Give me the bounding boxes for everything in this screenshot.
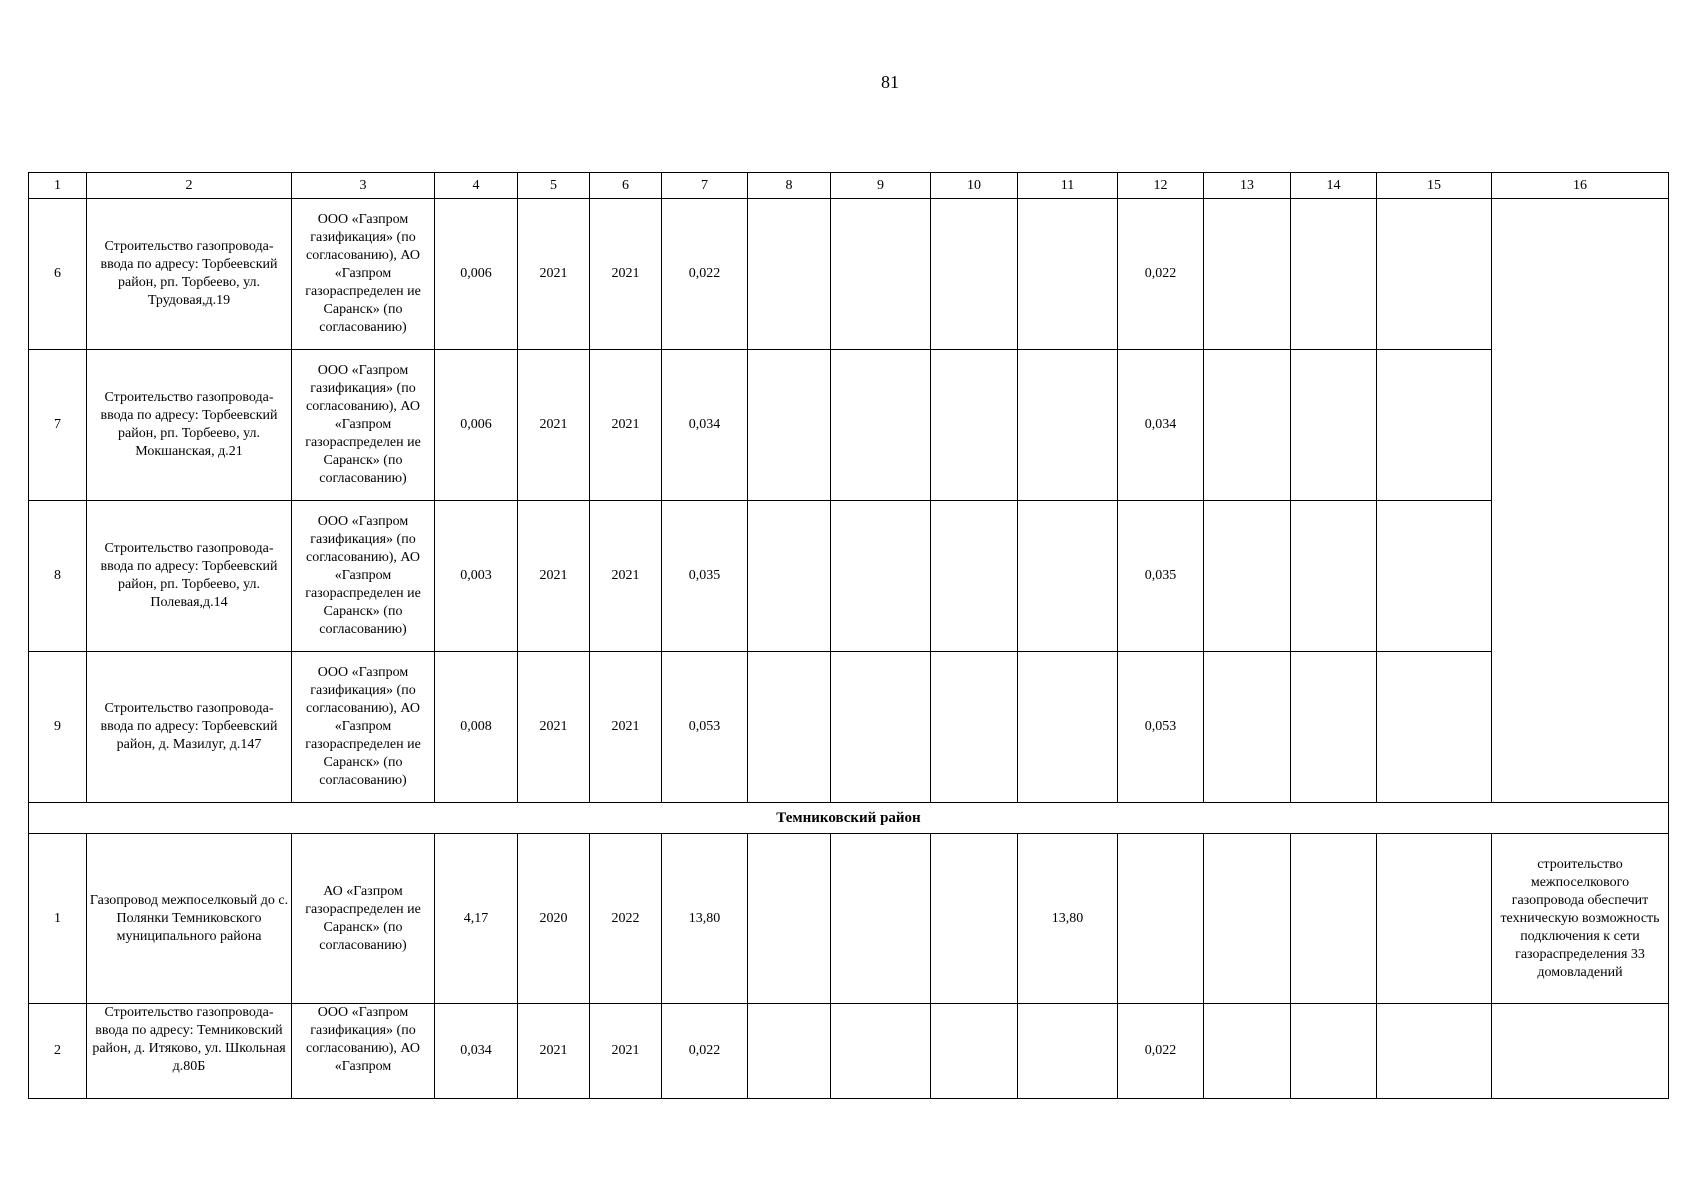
cell-10 xyxy=(931,652,1018,803)
cell-10 xyxy=(931,199,1018,350)
table-row xyxy=(29,1004,1669,1099)
cell-16-merged xyxy=(1492,199,1669,803)
col-header: 2 xyxy=(87,173,292,199)
table-row xyxy=(29,199,1669,350)
cell-4: 0,003 xyxy=(435,501,518,652)
cell-7: 0,053 xyxy=(662,652,748,803)
cell-8 xyxy=(748,199,831,350)
cell-5: 2021 xyxy=(518,199,590,350)
row-number: 8 xyxy=(29,501,87,652)
organization: ООО «Газпром газификация» (по согласованию), АО «Газпром газораспределен ие Саранск» (по согласованию) xyxy=(292,199,435,350)
cell-6: 2021 xyxy=(590,350,662,501)
object-name: Строительство газопровода-ввода по адресу: Торбеевский район, д. Мазилуг, д.147 xyxy=(87,652,292,803)
cell-7: 0,022 xyxy=(662,1004,748,1099)
cell-10 xyxy=(931,501,1018,652)
cell-4: 0,006 xyxy=(435,350,518,501)
object-name: Строительство газопровода-ввода по адресу: Темниковский район, д. Итяково, ул. Школьная д.80Б xyxy=(87,1004,292,1099)
col-header: 10 xyxy=(931,173,1018,199)
cell-9 xyxy=(831,350,931,501)
cell-13 xyxy=(1204,1004,1291,1099)
column-number-row xyxy=(29,173,1669,199)
section-title: Темниковский район xyxy=(29,803,1669,834)
organization: ООО «Газпром газификация» (по согласованию), АО «Газпром газораспределен ие Саранск» (по согласованию) xyxy=(292,350,435,501)
col-header: 9 xyxy=(831,173,931,199)
object-name: Строительство газопровода-ввода по адресу: Торбеевский район, рп. Торбеево, ул. Полевая,д.14 xyxy=(87,501,292,652)
organization: ООО «Газпром газификация» (по согласованию), АО «Газпром xyxy=(292,1004,435,1099)
col-header: 16 xyxy=(1492,173,1669,199)
cell-10 xyxy=(931,1004,1018,1099)
row-number: 1 xyxy=(29,834,87,1004)
col-header: 5 xyxy=(518,173,590,199)
cell-11: 13,80 xyxy=(1018,834,1118,1004)
cell-11 xyxy=(1018,199,1118,350)
col-header: 1 xyxy=(29,173,87,199)
col-header: 7 xyxy=(662,173,748,199)
cell-12: 0,053 xyxy=(1118,652,1204,803)
table-row xyxy=(29,501,1669,652)
cell-5: 2021 xyxy=(518,652,590,803)
col-header: 8 xyxy=(748,173,831,199)
cell-10 xyxy=(931,350,1018,501)
cell-15 xyxy=(1377,501,1492,652)
cell-15 xyxy=(1377,652,1492,803)
cell-9 xyxy=(831,652,931,803)
cell-7: 13,80 xyxy=(662,834,748,1004)
cell-15 xyxy=(1377,199,1492,350)
cell-4: 0,034 xyxy=(435,1004,518,1099)
table-row xyxy=(29,350,1669,501)
object-name: Строительство газопровода-ввода по адресу: Торбеевский район, рп. Торбеево, ул. Мокшанская, д.21 xyxy=(87,350,292,501)
cell-12: 0,022 xyxy=(1118,199,1204,350)
object-name: Строительство газопровода-ввода по адресу: Торбеевский район, рп. Торбеево, ул. Трудовая,д.19 xyxy=(87,199,292,350)
col-header: 15 xyxy=(1377,173,1492,199)
cell-4: 4,17 xyxy=(435,834,518,1004)
data-table xyxy=(28,172,1669,1099)
cell-11 xyxy=(1018,652,1118,803)
cell-6: 2021 xyxy=(590,199,662,350)
cell-5: 2021 xyxy=(518,501,590,652)
cell-12: 0,034 xyxy=(1118,350,1204,501)
col-header: 11 xyxy=(1018,173,1118,199)
col-header: 14 xyxy=(1291,173,1377,199)
cell-13 xyxy=(1204,652,1291,803)
cell-14 xyxy=(1291,199,1377,350)
cell-12 xyxy=(1118,834,1204,1004)
cell-11 xyxy=(1018,1004,1118,1099)
cell-11 xyxy=(1018,350,1118,501)
cell-12: 0,022 xyxy=(1118,1004,1204,1099)
cell-14 xyxy=(1291,834,1377,1004)
cell-5: 2021 xyxy=(518,1004,590,1099)
cell-7: 0,034 xyxy=(662,350,748,501)
table-row xyxy=(29,834,1669,1004)
cell-4: 0,006 xyxy=(435,199,518,350)
cell-13 xyxy=(1204,350,1291,501)
cell-14 xyxy=(1291,501,1377,652)
col-header: 12 xyxy=(1118,173,1204,199)
cell-14 xyxy=(1291,1004,1377,1099)
cell-4: 0,008 xyxy=(435,652,518,803)
cell-5: 2020 xyxy=(518,834,590,1004)
cell-9 xyxy=(831,501,931,652)
cell-10 xyxy=(931,834,1018,1004)
row-number: 6 xyxy=(29,199,87,350)
cell-8 xyxy=(748,834,831,1004)
cell-15 xyxy=(1377,350,1492,501)
cell-12: 0,035 xyxy=(1118,501,1204,652)
cell-9 xyxy=(831,199,931,350)
row-number: 2 xyxy=(29,1004,87,1099)
cell-15 xyxy=(1377,834,1492,1004)
cell-14 xyxy=(1291,652,1377,803)
col-header: 6 xyxy=(590,173,662,199)
cell-13 xyxy=(1204,501,1291,652)
cell-8 xyxy=(748,1004,831,1099)
col-header: 3 xyxy=(292,173,435,199)
cell-15 xyxy=(1377,1004,1492,1099)
cell-8 xyxy=(748,652,831,803)
cell-13 xyxy=(1204,199,1291,350)
cell-8 xyxy=(748,501,831,652)
cell-9 xyxy=(831,834,931,1004)
organization: ООО «Газпром газификация» (по согласованию), АО «Газпром газораспределен ие Саранск» (по согласованию) xyxy=(292,501,435,652)
cell-13 xyxy=(1204,834,1291,1004)
result-note: строительство межпоселкового газопровода обеспечит техническую возможность подключения к сети газораспределения 33 домовладений xyxy=(1492,834,1669,1004)
col-header: 13 xyxy=(1204,173,1291,199)
cell-7: 0,035 xyxy=(662,501,748,652)
cell-6: 2022 xyxy=(590,834,662,1004)
cell-14 xyxy=(1291,350,1377,501)
organization: АО «Газпром газораспределен ие Саранск» (по согласованию) xyxy=(292,834,435,1004)
cell-7: 0,022 xyxy=(662,199,748,350)
page-number: 81 xyxy=(881,72,899,92)
cell-16 xyxy=(1492,1004,1669,1099)
section-row xyxy=(29,803,1669,834)
cell-6: 2021 xyxy=(590,501,662,652)
row-number: 9 xyxy=(29,652,87,803)
cell-8 xyxy=(748,350,831,501)
cell-6: 2021 xyxy=(590,1004,662,1099)
table-row xyxy=(29,652,1669,803)
organization: ООО «Газпром газификация» (по согласованию), АО «Газпром газораспределен ие Саранск» (по согласованию) xyxy=(292,652,435,803)
cell-5: 2021 xyxy=(518,350,590,501)
object-name: Газопровод межпоселковый до с. Полянки Темниковского муниципального района xyxy=(87,834,292,1004)
col-header: 4 xyxy=(435,173,518,199)
cell-11 xyxy=(1018,501,1118,652)
row-number: 7 xyxy=(29,350,87,501)
cell-9 xyxy=(831,1004,931,1099)
cell-6: 2021 xyxy=(590,652,662,803)
